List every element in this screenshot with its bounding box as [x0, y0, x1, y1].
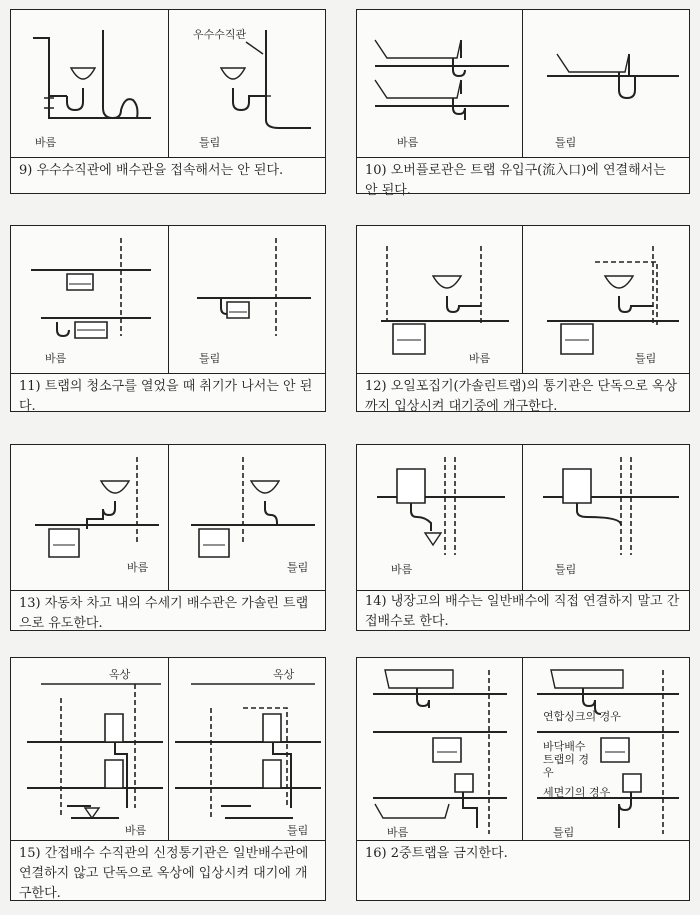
panel-13-figure — [11, 445, 325, 591]
panel-16-annotation-1: 연합싱크의 경우 — [543, 710, 621, 723]
panel-10-correct-label: 바름 — [397, 136, 419, 149]
panel-14-caption: 14) 냉장고의 배수는 일반배수에 직접 연결하지 말고 간접배수로 한다. — [365, 594, 680, 629]
panel-16-correct-label: 바름 — [387, 826, 409, 839]
panel-9 — [10, 9, 326, 194]
panel-13-diagram — [11, 445, 325, 590]
panel-13-correct-label: 바름 — [127, 561, 149, 574]
panel-15-figure — [11, 658, 325, 841]
panel-11-figure — [11, 226, 325, 374]
panel-11 — [10, 225, 326, 412]
panel-16-caption: 16) 2중트랩을 금지한다. — [365, 846, 508, 861]
panel-9-figure — [11, 10, 325, 158]
panel-16-figure — [357, 658, 689, 841]
panel-12-wrong-label: 틀림 — [635, 352, 657, 365]
panel-12-figure — [357, 226, 689, 374]
panel-12-caption: 12) 오일포집기(가솔린트랩)의 통기관은 단독으로 옥상까지 입상시켜 대기중에 개구한다. — [365, 379, 678, 414]
panel-10 — [356, 9, 690, 198]
panel-16 — [356, 657, 690, 901]
panel-11-caption: 11) 트랩의 청소구를 열었을 때 취기가 나서는 안 된다. — [19, 379, 313, 414]
panel-15-wrong-label: 틀림 — [287, 824, 309, 837]
panel-15 — [10, 657, 326, 901]
panel-14-figure — [357, 445, 689, 591]
panel-10-figure — [357, 10, 689, 158]
panel-15-diagram — [11, 658, 325, 840]
panel-13 — [10, 444, 326, 631]
panel-14-wrong-label: 틀림 — [555, 563, 577, 576]
panel-11-correct-label: 바름 — [45, 352, 67, 365]
panel-13-caption: 13) 자동차 차고 내의 수세기 배수관은 가솔린 트랩으로 유도한다. — [19, 596, 309, 631]
panel-9-caption: 9) 우수수직관에 배수관을 접속해서는 안 된다. — [19, 163, 284, 178]
panel-15-correct-label: 바름 — [125, 824, 147, 837]
panel-15-caption: 15) 간접배수 수직관의 신정통기관은 일반배수관에 연결하지 않고 단독으로 옥상에 입상시켜 대기에 개구한다. — [19, 846, 309, 901]
panel-14 — [356, 444, 690, 631]
panel-11-wrong-label: 틀림 — [199, 352, 221, 365]
panel-10-wrong-label: 틀림 — [555, 136, 577, 149]
panel-10-caption: 10) 오버플로관은 트랩 유입구(流入口)에 연결해서는 안 된다. — [365, 163, 666, 198]
panel-9-correct-label: 바름 — [35, 136, 57, 149]
panel-9-annotation-1: 우수수직관 — [193, 28, 247, 41]
panel-15-annotation-2: 옥상 — [273, 668, 295, 681]
panel-16-annotation-3: 세면기의 경우 — [543, 786, 611, 799]
panel-15-annotation-1: 옥상 — [109, 668, 131, 681]
panel-16-diagram — [357, 658, 689, 840]
panel-14-correct-label: 바름 — [391, 563, 413, 576]
panel-13-wrong-label: 틀림 — [287, 561, 309, 574]
panel-12 — [356, 225, 690, 412]
panel-16-annotation-2: 바닥배수 트랩의 경우 — [543, 740, 590, 779]
panel-16-wrong-label: 틀림 — [553, 826, 575, 839]
panel-9-wrong-label: 틀림 — [199, 136, 221, 149]
panel-12-correct-label: 바름 — [469, 352, 491, 365]
panel-9-diagram — [11, 10, 325, 157]
